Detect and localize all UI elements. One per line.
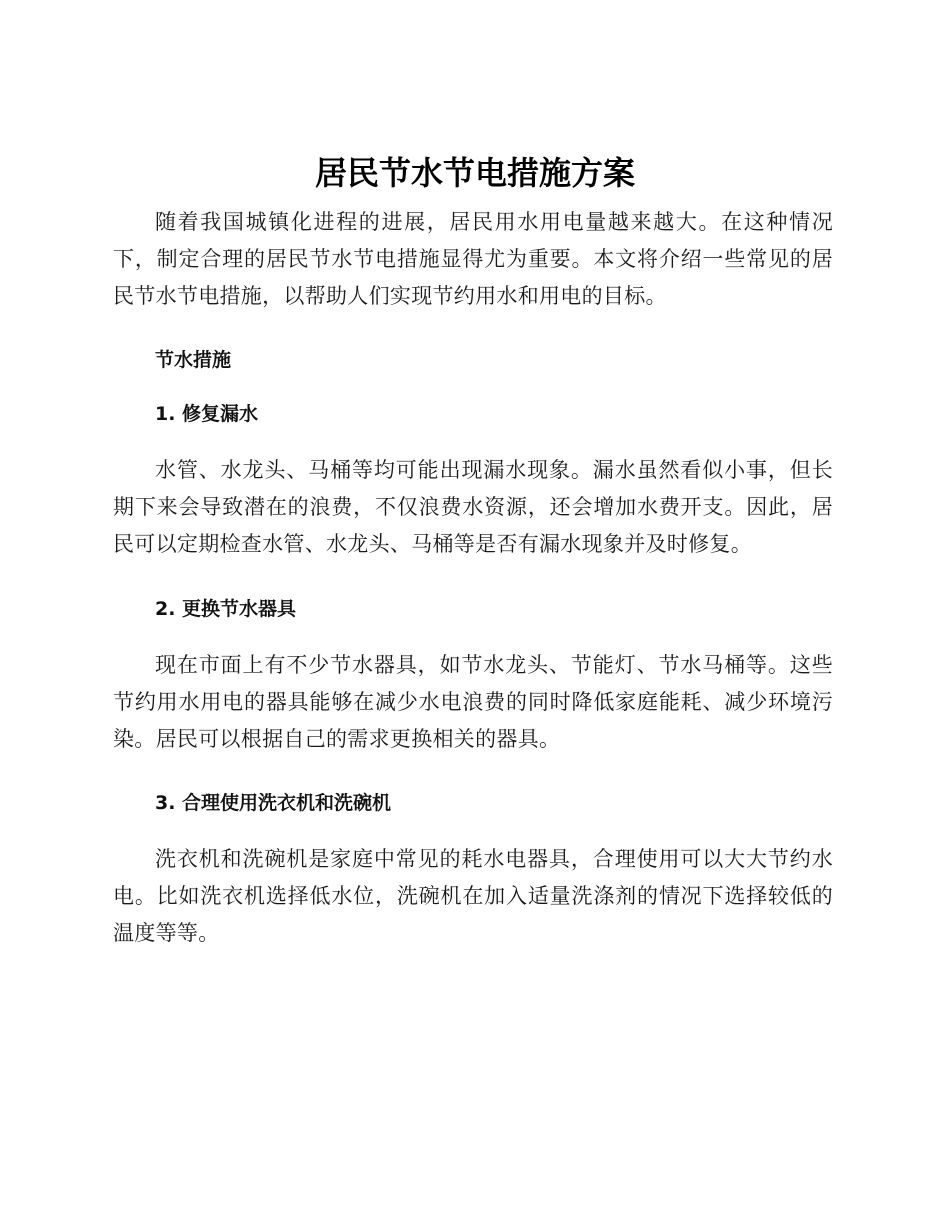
item-heading-3: 3. 合理使用洗衣机和洗碗机 [155, 792, 392, 814]
item-heading-1: 1. 修复漏水 [155, 403, 259, 425]
item-heading-2: 2. 更换节水器具 [155, 598, 297, 620]
section-heading: 节水措施 [155, 349, 232, 371]
item-paragraph-1: 水管、水龙头、马桶等均可能出现漏水现象。漏水虽然看似小事，但长期下来会导致潜在的浪费，不仅浪费水资源，还会增加水费开支。因此，居民可以定期检查水管、水龙头、马桶等是否有漏水现象并及时修复。 [113, 458, 833, 556]
item-paragraph-3: 洗衣机和洗碗机是家庭中常见的耗水电器具，合理使用可以大大节约水电。比如洗衣机选择低水位，洗碗机在加入适量洗涤剂的情况下选择较低的温度等等。 [113, 847, 833, 945]
intro-paragraph: 随着我国城镇化进程的进展，居民用水用电量越来越大。在这种情况下，制定合理的居民节水节电措施显得尤为重要。本文将介绍一些常见的居民节水节电措施，以帮助人们实现节约用水和用电的目标。 [113, 210, 833, 308]
item-paragraph-2: 现在市面上有不少节水器具，如节水龙头、节能灯、节水马桶等。这些节约用水用电的器具能够在减少水电浪费的同时降低家庭能耗、减少环境污染。居民可以根据自己的需求更换相关的器具。 [113, 653, 833, 751]
document-title: 居民节水节电措施方案 [314, 154, 635, 192]
